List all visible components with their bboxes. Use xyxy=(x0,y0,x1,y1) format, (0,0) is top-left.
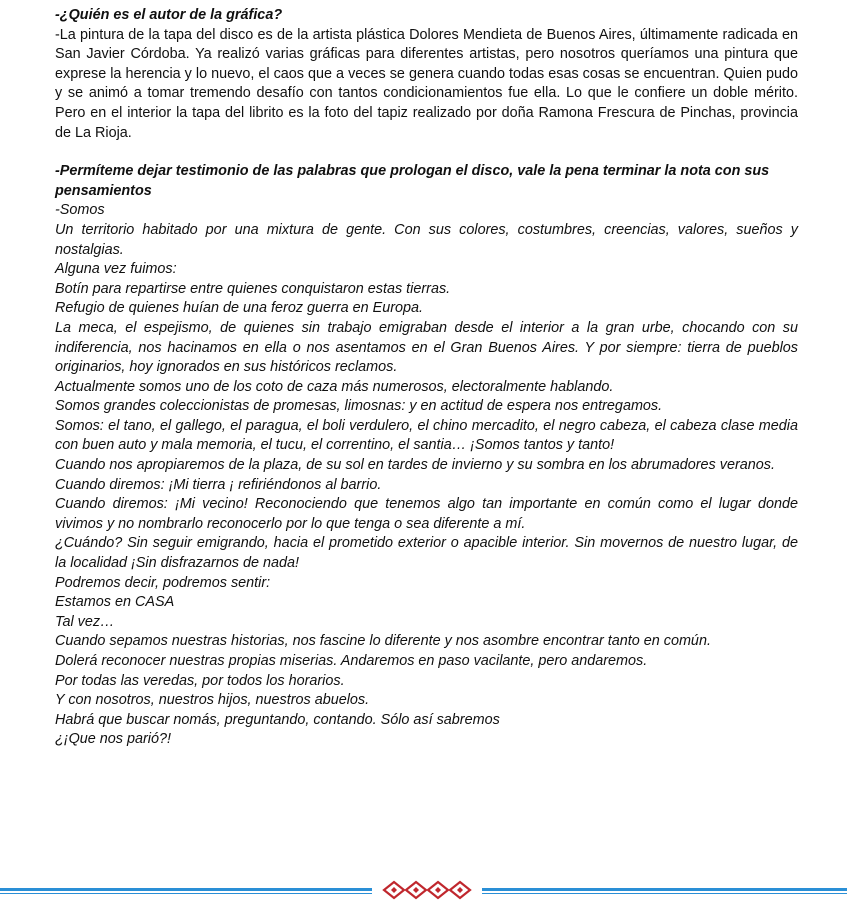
article-body xyxy=(55,6,798,750)
prologue-poem xyxy=(55,201,798,750)
poem-line: Cuando diremos: ¡Mi vecino! Reconociendo que tenemos algo tan importante en común como el lugar donde vivimos y no nombrarlo reconocerlo por lo que tenga o sea diferente a mí. xyxy=(55,496,798,532)
footer-rule-left-thin xyxy=(0,893,372,894)
poem-line: Habrá que buscar nomás, preguntando, contando. Sólo así sabremos xyxy=(55,711,500,728)
poem-line: Por todas las veredas, por todos los horarios. xyxy=(55,672,345,689)
footer-rule-left xyxy=(0,888,372,891)
poem-line: Alguna vez fuimos: xyxy=(55,261,177,278)
poem-line: ¿Cuándo? Sin seguir emigrando, hacia el prometido exterior o apacible interior. Sin movernos de nuestro lugar, de la localidad ¡Sin disfrazarnos de nada! xyxy=(55,535,798,572)
poem-line: Podremos decir, podremos sentir: xyxy=(55,574,271,591)
paragraph-spacer xyxy=(55,143,798,162)
footer-rule-right-thin xyxy=(482,893,847,894)
poem-line: Refugio de quienes huían de una feroz guerra en Europa. xyxy=(55,300,424,317)
page-footer xyxy=(0,879,847,903)
poem-line: Y con nosotros, nuestros hijos, nuestros abuelos. xyxy=(55,692,370,709)
poem-line: Tal vez… xyxy=(55,613,115,630)
poem-line: Actualmente somos uno de los coto de caza más numerosos, electoralmente hablando. xyxy=(55,378,614,395)
poem-line: ¿¡Que nos parió?! xyxy=(55,731,171,748)
poem-line: La meca, el espejismo, de quienes sin trabajo emigraban desde el interior a la gran urbe, chocando con su indiferencia, nos hacinamos en ella o nos asentamos en el Gran Buenos Aires. Y por siempre: tierra de pueblos originarios, hoy ignorados en sus históricos reclamos. xyxy=(55,319,798,376)
poem-line: Somos grandes coleccionistas de promesas, limosnas: y en actitud de espera nos entregamos. xyxy=(55,398,663,415)
poem-line: Cuando sepamos nuestras historias, nos fascine lo diferente y nos asombre encontrar tanto en común. xyxy=(55,633,711,650)
poem-line: Dolerá reconocer nuestras propias miserias. Andaremos en paso vacilante, pero andaremos. xyxy=(55,653,648,669)
poem-line: Un territorio habitado por una mixtura de gente. Con sus colores, costumbres, creencias, valores, sueños y nostalgias. xyxy=(55,221,798,258)
poem-line: -Somos xyxy=(55,202,105,219)
question-testimony: -Permíteme dejar testimonio de las palabras que prologan el disco, vale la pena terminar la nota con sus pensamientos xyxy=(55,163,770,199)
andean-diamond-pattern-icon xyxy=(382,879,472,901)
poem-line: Somos: el tano, el gallego, el paragua, el boli verdulero, el chino mercadito, el negro cabeza, el cabeza clase media con buen auto y mala memoria, el tucu, el correntino, el santia… ¡Somos tantos y tanto! xyxy=(55,417,798,454)
footer-rule-right xyxy=(482,888,847,891)
answer-author-graphic: -La pintura de la tapa del disco es de la artista plástica Dolores Mendieta de Buenos Aires, últimamente radicada en San Javier Córdoba. Ya realizó varias gráficas para diferentes artistas, pero nosotros queríamos una pintura que exprese la herencia y lo nuevo, el caos que a veces se genera cuando todas esas cosas se encuentran. Quien pudo y se animó a tomar tremendo desafío con tantos condicionamientos fue ella. Lo que le confiere un doble mérito. Pero en el interior la tapa del librito es la foto del tapiz realizado por doña Ramona Frescura de Pinchas, provincia de La Rioja. xyxy=(55,26,798,141)
poem-line: Estamos en CASA xyxy=(55,594,175,611)
poem-line: Botín para repartirse entre quienes conquistaron estas tierras. xyxy=(55,280,451,297)
poem-line: Cuando nos apropiaremos de la plaza, de su sol en tardes de invierno y su sombra en los abrumadores veranos. xyxy=(55,457,775,474)
poem-line: Cuando diremos: ¡Mi tierra ¡ refiriéndonos al barrio. xyxy=(55,476,382,493)
question-author-graphic: -¿Quién es el autor de la gráfica? xyxy=(55,7,283,23)
